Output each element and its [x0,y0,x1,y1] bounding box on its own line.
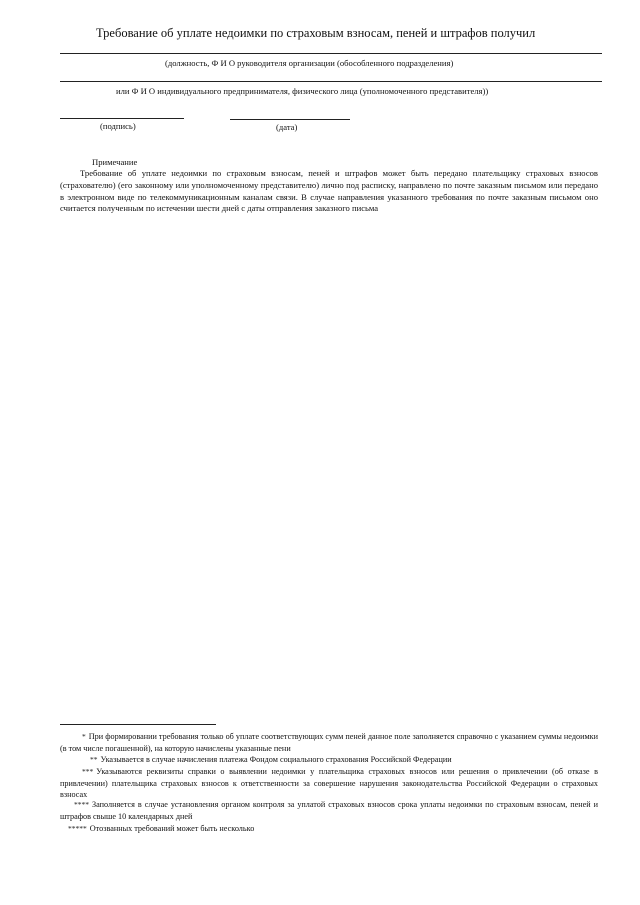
note-title: Примечание [92,157,138,167]
footnote-3-text: Указываются реквизиты справки о выявлении недоимки у плательщика страховых взносов или решения о привлечении (об отказе в привлечении) плательщика страховых взносов к ответственности за совершение нарушения законодательства Российской Федерации о страховых взносах [60,767,598,800]
footnote-2-mark: ** [90,755,98,764]
individual-caption: или Ф И О индивидуального предпринимателя, физического лица (уполномоченного представителя)) [116,86,489,96]
footnote-2 [60,754,598,766]
footnote-1 [60,731,598,754]
footnote-3-mark: *** [82,767,94,776]
footnote-separator [60,724,216,725]
position-name-line[interactable] [60,53,602,54]
signature-caption: (подпись) [100,121,136,131]
footnote-2-text: Указывается в случае начисления платежа Фондом социального страхования Российской Федерации [100,755,452,764]
footnote-5-mark: ***** [68,824,87,833]
individual-name-line[interactable] [60,81,602,82]
footnote-4 [60,799,598,822]
receipt-heading: Требование об уплате недоимки по страховым взносам, пеней и штрафов получил [96,26,536,40]
footnote-1-text: При формировании требования только об уплате соответствующих сумм пеней данное поле заполняется справочно с указанием суммы недоимки (в том числе погашенной), на которую начислены указанные пени [60,732,598,753]
note-text: Требование об уплате недоимки по страховым взносам, пеней и штрафов может быть передано плательщику страховых взносов (страхователю) (его законному или уполномоченному представителю) лично под расписку, направлено по почте заказным письмом или передано в электронном виде по телекоммуникационным каналам связи. В случае направления указанного требования по почте заказным письмом оно считается полученным по истечении шести дней с даты отправления заказного письма [60,168,598,214]
footnote-5 [60,823,598,835]
date-caption: (дата) [276,122,298,132]
position-caption: (должность, Ф И О руководителя организации (обособленного подразделения) [165,58,454,68]
footnote-4-text: Заполняется в случае установления органом контроля за уплатой страховых взносов срока уплаты недоимки по страховым взносам, пеней и штрафов свыше 10 календарных дней [60,800,598,821]
signature-line[interactable] [60,118,184,119]
footnote-1-mark: * [82,732,86,741]
footnote-4-mark: **** [74,800,89,809]
footnote-5-text: Отозванных требований может быть несколько [89,824,255,833]
date-line[interactable] [230,119,350,120]
footnote-3 [60,766,598,801]
